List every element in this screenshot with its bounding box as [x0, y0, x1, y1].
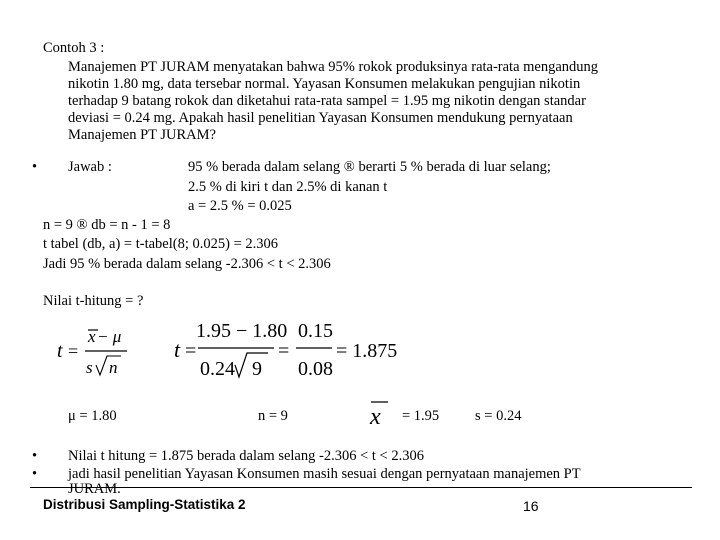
- calc-line: t tabel (db, a) = t-tabel(8; 0.025) = 2.306: [43, 236, 279, 252]
- answer-line: 95 % berada dalam selang ® berarti 5 % berada di luar selang;: [188, 159, 551, 175]
- problem-line: Manajemen PT JURAM?: [68, 127, 216, 143]
- xbar-symbol-letter: x: [370, 404, 381, 428]
- formula-numeric: [170, 315, 410, 385]
- param-s: s = 0.24: [475, 408, 522, 424]
- example-title: Contoh 3 :: [43, 40, 105, 56]
- footer-title: Distribusi Sampling-Statistika 2: [43, 497, 246, 512]
- problem-line: nikotin 1.80 mg, data tersebar normal. Yayasan Konsumen melakukan pengujian nikotin: [68, 76, 581, 92]
- bullet-answer: •: [32, 159, 38, 175]
- formula-s: s: [86, 358, 93, 377]
- formula-minus-mu: − μ: [97, 327, 122, 346]
- conclusion-line: Nilai t hitung = 1.875 berada dalam selang -2.306 < t < 2.306: [68, 448, 424, 464]
- footer-divider: [30, 487, 692, 488]
- problem-line: terhadap 9 batang rokok dan diketahui rata-rata sampel = 1.95 mg nikotin dengan standar: [68, 93, 586, 109]
- answer-label: Jawab :: [68, 159, 112, 175]
- page-number: 16: [523, 498, 539, 514]
- param-mu: μ = 1.80: [68, 408, 117, 424]
- formula-x: x: [88, 327, 96, 346]
- bullet-conclusion-2: •: [32, 466, 38, 482]
- denominator-s: 0.24: [200, 358, 235, 380]
- question-line: Nilai t-hitung = ?: [43, 293, 144, 309]
- formula-num-eq-2: =: [278, 340, 290, 362]
- denominator-2: 0.08: [298, 358, 333, 380]
- formula-num-t: t: [174, 337, 181, 362]
- formula-general: [55, 325, 135, 383]
- xbar-symbol: [366, 398, 396, 428]
- problem-line: Manajemen PT JURAM menyatakan bahwa 95% rokok produksinya rata-rata mengandung: [68, 59, 599, 75]
- problem-paragraph: [68, 59, 668, 144]
- conclusion-line: JURAM.: [68, 481, 121, 497]
- conclusion-line: jadi hasil penelitian Yayasan Konsumen masih sesuai dengan pernyataan manajemen PT: [68, 466, 581, 482]
- formula-n: n: [109, 358, 118, 377]
- formula-t: t: [57, 340, 63, 362]
- calc-line: n = 9 ® db = n - 1 = 8: [43, 217, 171, 233]
- calc-line: Jadi 95 % berada dalam selang -2.306 < t < 2.306: [43, 256, 331, 272]
- denominator-n: 9: [252, 358, 262, 380]
- param-n: n = 9: [258, 408, 288, 424]
- answer-line: 2.5 % di kiri t dan 2.5% di kanan t: [188, 179, 388, 195]
- numerator-1: 1.95 − 1.80: [196, 320, 288, 342]
- formula-eq: =: [68, 341, 79, 361]
- formula-result: = 1.875: [336, 340, 398, 362]
- problem-line: deviasi = 0.24 mg. Apakah hasil penelitian Yayasan Konsumen mendukung pernyataan: [68, 110, 573, 126]
- numerator-2: 0.15: [298, 320, 333, 342]
- param-xbar-value: = 1.95: [402, 408, 440, 424]
- bullet-conclusion-1: •: [32, 448, 38, 464]
- answer-line: a = 2.5 % = 0.025: [188, 198, 292, 214]
- formula-num-eq: =: [185, 340, 197, 362]
